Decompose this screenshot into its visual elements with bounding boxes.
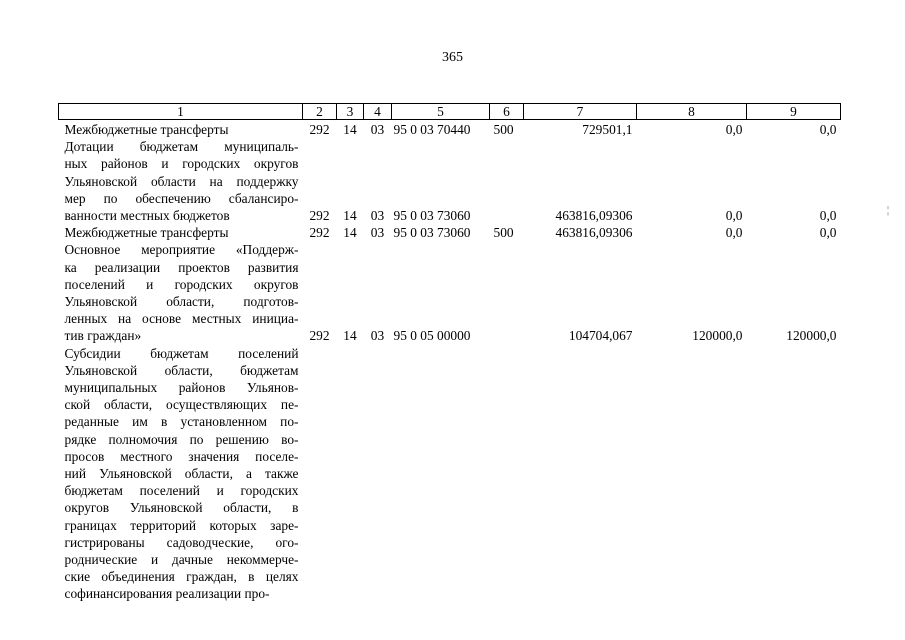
description-line: ленных на основе местных инициа-: [64, 311, 299, 327]
budget-table: [58, 103, 841, 603]
cell-c4: 03: [370, 208, 385, 224]
description-line: тив граждан»: [64, 328, 142, 344]
description-line: просов местного значения поселе-: [64, 448, 299, 464]
description-line: ных районов и городских округов: [64, 156, 299, 172]
cell-c2: [303, 345, 337, 603]
row-description: [59, 138, 303, 224]
cell-c9: 120000,0: [786, 328, 837, 344]
cell-c5: 95 0 03 70440: [393, 122, 471, 137]
table-row: [59, 224, 841, 241]
cell-c7: 104704,067: [568, 328, 633, 344]
cell-c8: 0,0: [725, 208, 743, 224]
cell-c6: 500: [493, 225, 514, 241]
cell-c3: 14: [343, 208, 357, 224]
row-description: [59, 224, 303, 241]
cell-c8: 0,0: [725, 122, 743, 137]
description-line: Ульяновской области, подготов-: [64, 294, 299, 310]
description-line: ванности местных бюджетов: [64, 208, 230, 224]
table-row: [59, 138, 841, 224]
cell-c5: 95 0 03 73060: [393, 208, 471, 224]
description-line: Дотации бюджетам муниципаль-: [64, 139, 299, 155]
cell-c2: 292: [309, 208, 330, 224]
row-description: [59, 241, 303, 344]
cell-c5: [392, 345, 490, 603]
cell-c3: [337, 345, 364, 603]
cell-c8: 120000,0: [692, 328, 743, 344]
cell-c9: 0,0: [819, 225, 837, 241]
cell-c2: 292: [309, 328, 330, 344]
header-col-6: 6: [490, 104, 524, 120]
cell-c7: 463816,09306: [555, 225, 633, 241]
cell-c9: [747, 345, 841, 603]
row-description: [59, 345, 303, 603]
cell-c3: 14: [343, 122, 357, 137]
margin-mark: ¦: [887, 205, 890, 216]
cell-c5: 95 0 03 73060: [393, 225, 471, 241]
description-line: софинансирования реализации про-: [64, 586, 270, 602]
row-description: [59, 120, 303, 139]
cell-c4: 03: [370, 328, 385, 344]
description-line: Межбюджетные трансферты: [64, 122, 229, 137]
description-line: границах территорий которых заре-: [64, 517, 299, 533]
cell-c2: 292: [309, 122, 330, 137]
cell-c6: 500: [493, 122, 514, 137]
description-line: муниципальных районов Ульянов-: [64, 380, 299, 396]
description-line: мер по обеспечению сбалансиро-: [64, 190, 299, 206]
description-line: рядке полномочия по решению во-: [64, 431, 299, 447]
header-col-2: 2: [303, 104, 337, 120]
description-line: ской области, осуществляющих пе-: [64, 397, 299, 413]
cell-c8: [637, 345, 747, 603]
cell-c4: [364, 345, 392, 603]
table-body: [59, 120, 841, 603]
header-col-1: 1: [59, 104, 303, 120]
description-line: ские объединения граждан, в целях: [64, 569, 299, 585]
cell-c6: [490, 241, 524, 344]
description-line: Межбюджетные трансферты: [64, 225, 229, 241]
table-row: [59, 241, 841, 344]
description-line: Ульяновской области на поддержку: [64, 173, 299, 189]
table-header-row: [59, 104, 841, 120]
cell-c8: 0,0: [725, 225, 743, 241]
description-line: ка реализации проектов развития: [64, 259, 299, 275]
description-line: Ульяновской области, бюджетам: [64, 362, 299, 378]
cell-c2: 292: [309, 225, 330, 241]
cell-c4: 03: [370, 122, 385, 137]
cell-c7: 463816,09306: [555, 208, 633, 224]
header-col-8: 8: [637, 104, 747, 120]
cell-c5: 95 0 05 00000: [393, 328, 471, 344]
header-col-7: 7: [524, 104, 637, 120]
cell-c3: 14: [343, 328, 357, 344]
description-line: гистрированы садоводческие, ого-: [64, 534, 299, 550]
description-line: роднические и дачные некоммерче-: [64, 552, 299, 568]
table-row: [59, 345, 841, 603]
cell-c4: 03: [370, 225, 385, 241]
cell-c3: 14: [343, 225, 357, 241]
header-col-5: 5: [392, 104, 490, 120]
description-line: Субсидии бюджетам поселений: [64, 345, 299, 361]
description-line: бюджетам поселений и городских: [64, 483, 299, 499]
cell-c9: 0,0: [819, 208, 837, 224]
description-line: округов Ульяновской области, в: [64, 500, 299, 516]
description-line: Основное мероприятие «Поддерж-: [64, 242, 299, 258]
header-col-4: 4: [364, 104, 392, 120]
cell-c7: 729501,1: [582, 122, 633, 137]
cell-c6: [490, 138, 524, 224]
description-line: реданные им в установленном по-: [64, 414, 299, 430]
description-line: поселений и городских округов: [64, 276, 299, 292]
description-line: ний Ульяновской области, а также: [64, 466, 299, 482]
cell-c6: [490, 345, 524, 603]
header-col-9: 9: [747, 104, 841, 120]
table-row: [59, 120, 841, 139]
cell-c9: 0,0: [819, 122, 837, 137]
page-number: 365: [442, 50, 463, 65]
cell-c7: [524, 345, 637, 603]
header-col-3: 3: [337, 104, 364, 120]
